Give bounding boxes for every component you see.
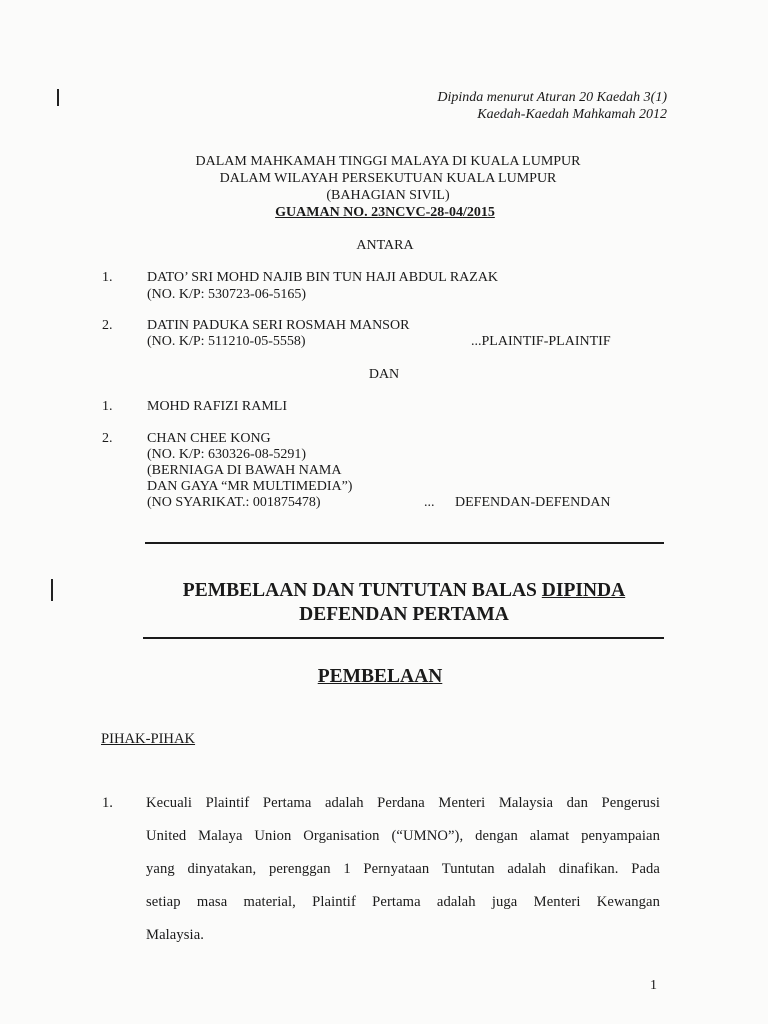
amendment-note-line1: Dipinda menurut Aturan 20 Kaedah 3(1) [437, 90, 667, 105]
defendants-dots: ... [424, 495, 435, 510]
plaintiff-1-id: (NO. K/P: 530723-06-5165) [147, 287, 307, 302]
defendant-2-number: 2. [102, 431, 113, 446]
and-label: DAN [368, 367, 400, 382]
document-title-line1 [0, 580, 768, 602]
court-line2: DALAM WILAYAH PERSEKUTUAN KUALA LUMPUR [219, 171, 557, 186]
plaintiff-2-name: DATIN PADUKA SERI ROSMAH MANSOR [147, 318, 410, 333]
paragraph-1-line: Malaysia. [146, 927, 205, 943]
plaintiffs-role: ...PLAINTIF-PLAINTIF [471, 334, 611, 349]
title-bottom-rule [143, 637, 664, 639]
amendment-note-line2: Kaedah-Kaedah Mahkamah 2012 [477, 107, 667, 122]
paragraph-1-line: United Malaya Union Organisation (“UMNO”), dengan alamat penyampaian [146, 828, 660, 844]
defendant-2-trade-line2: DAN GAYA “MR MULTIMEDIA”) [147, 479, 353, 494]
case-number: GUAMAN NO. 23NCVC-28-04/2015 [275, 205, 495, 220]
defendants-role: DEFENDAN-DEFENDAN [455, 495, 611, 510]
defendant-1-name: MOHD RAFIZI RAMLI [147, 399, 287, 414]
paragraph-1-number: 1. [102, 795, 113, 811]
court-line1: DALAM MAHKAMAH TINGGI MALAYA DI KUALA LUMPUR [195, 154, 581, 169]
defendant-2-name: CHAN CHEE KONG [147, 431, 271, 446]
subsection-heading: PIHAK-PIHAK [101, 731, 196, 747]
plaintiff-2-number: 2. [102, 318, 113, 333]
defendant-2-id: (NO. K/P: 630326-08-5291) [147, 447, 307, 462]
paragraph-1-body [146, 787, 660, 952]
paragraph-1-line: Kecuali Plaintif Pertama adalah Perdana Menteri Malaysia dan Pengerusi [146, 795, 660, 811]
section-heading: PEMBELAAN [317, 666, 443, 687]
page-number: 1 [650, 978, 657, 993]
paragraph-1-line: setiap masa material, Plaintif Pertama adalah juga Menteri Kewangan [146, 894, 660, 910]
revision-bar-top [57, 89, 59, 106]
plaintiff-1-name: DATO’ SRI MOHD NAJIB BIN TUN HAJI ABDUL RAZAK [147, 270, 499, 285]
plaintiff-2-id: (NO. K/P: 511210-05-5558) [147, 334, 306, 349]
plaintiff-1-number: 1. [102, 270, 113, 285]
defendant-2-company-no: (NO SYARIKAT.: 001875478) [147, 495, 321, 510]
court-line3: (BAHAGIAN SIVIL) [326, 188, 450, 203]
defendant-2-trade-line1: (BERNIAGA DI BAWAH NAMA [147, 463, 342, 478]
document-title-amended: DIPINDA [541, 580, 626, 601]
document-title-line2: DEFENDAN PERTAMA [299, 604, 509, 625]
document-title-part1: PEMBELAAN DAN TUNTUTAN BALAS [182, 580, 542, 601]
defendant-1-number: 1. [102, 399, 113, 414]
paragraph-1-line: yang dinyatakan, perenggan 1 Pernyataan Tuntutan adalah dinafikan. Pada [146, 861, 660, 877]
title-top-rule [145, 542, 664, 544]
between-label: ANTARA [356, 238, 414, 253]
